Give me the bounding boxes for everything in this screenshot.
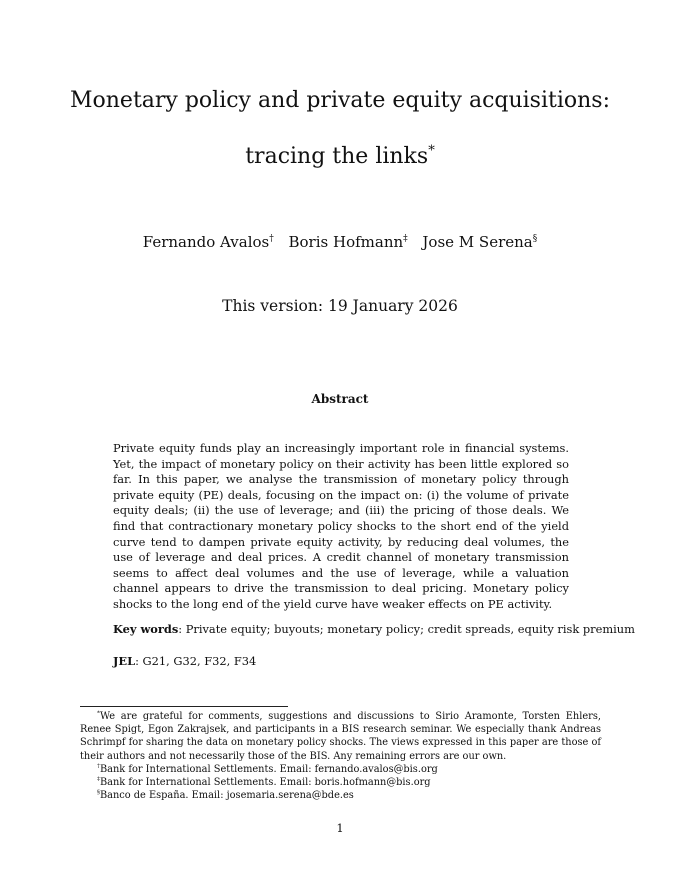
paper-title-line-2 [0, 144, 680, 170]
jel-label: JEL [113, 654, 136, 668]
paper-title-line-1 [0, 88, 680, 114]
footnote-text: We are grateful for comments, suggestions and discussions to Sirio Aramonte, Torsten Ehlers, Renee Spigt, Egon Zakrajsek, and participants in a BIS research seminar. We especially thank Andreas Schrimpf for sharing the data on monetary policy shocks. The views expressed in this paper are those of their authors and not necessarily those of the BIS. Any remaining errors are our own. [80, 711, 601, 762]
keywords-label: Key words [113, 622, 179, 636]
footnote-mark: † [97, 763, 100, 770]
jel-text: : G21, G32, F32, F34 [135, 654, 257, 668]
author-name: Jose M Serena [422, 233, 533, 251]
footnote-avalos [80, 763, 601, 776]
abstract-text: Private equity funds play an increasingly important role in financial systems. Yet, the impact of monetary policy on their activity has been little explored so far. In this paper, we analyse the transmission of monetary policy through private equity (PE) deals, focusing on the impact on: (i) the volume of private equity deals; (ii) the use of leverage; and (iii) the pricing of those deals. We find that contractionary monetary policy shocks to the short end of the yield curve tend to dampen private equity activity, by reducing deal volumes, the use of leverage and deal prices. A credit channel of monetary transmission seems to affect deal volumes and the use of leverage, while a valuation channel appears to drive the transmission to deal pricing. Monetary policy shocks to the long end of the yield curve have weaker effects on PE activity. [113, 441, 569, 611]
version-date: This version: 19 January 2026 [222, 297, 458, 315]
footnote-serena [80, 789, 601, 802]
title-line-2-text: tracing the links [245, 144, 429, 169]
footnote-mark: * [97, 710, 100, 717]
title-footnote-mark: * [428, 143, 435, 159]
footnote-acknowledgements [80, 710, 601, 763]
author-serena [422, 233, 537, 251]
author-hofmann [289, 233, 408, 251]
title-line-1-text: Monetary policy and private equity acquisitions: [69, 88, 610, 113]
abstract-heading: Abstract [311, 392, 369, 406]
footnote-hofmann [80, 776, 601, 789]
author-name: Fernando Avalos [142, 233, 270, 251]
keywords [113, 622, 635, 637]
author-footnote-mark: † [269, 234, 274, 244]
footnote-text: Banco de España. Email: josemaria.serena@bde.es [99, 790, 354, 802]
footnote-mark: ‡ [97, 776, 100, 783]
footnote-rule [80, 706, 288, 707]
page-number: 1 [336, 821, 344, 835]
footnote-text: Bank for International Settlements. Email: boris.hofmann@bis.org [99, 777, 431, 789]
author-list [0, 232, 680, 252]
footnotes [80, 710, 601, 802]
footnote-text: Bank for International Settlements. Email: fernando.avalos@bis.org [99, 763, 438, 775]
author-name: Boris Hofmann [288, 233, 404, 251]
author-avalos [143, 233, 274, 251]
keywords-text: : Private equity; buyouts; monetary policy; credit spreads, equity risk premium [178, 622, 635, 636]
footnote-mark: § [97, 789, 100, 796]
author-footnote-mark: ‡ [403, 234, 408, 244]
jel-codes [113, 654, 569, 669]
author-footnote-mark: § [532, 234, 538, 244]
